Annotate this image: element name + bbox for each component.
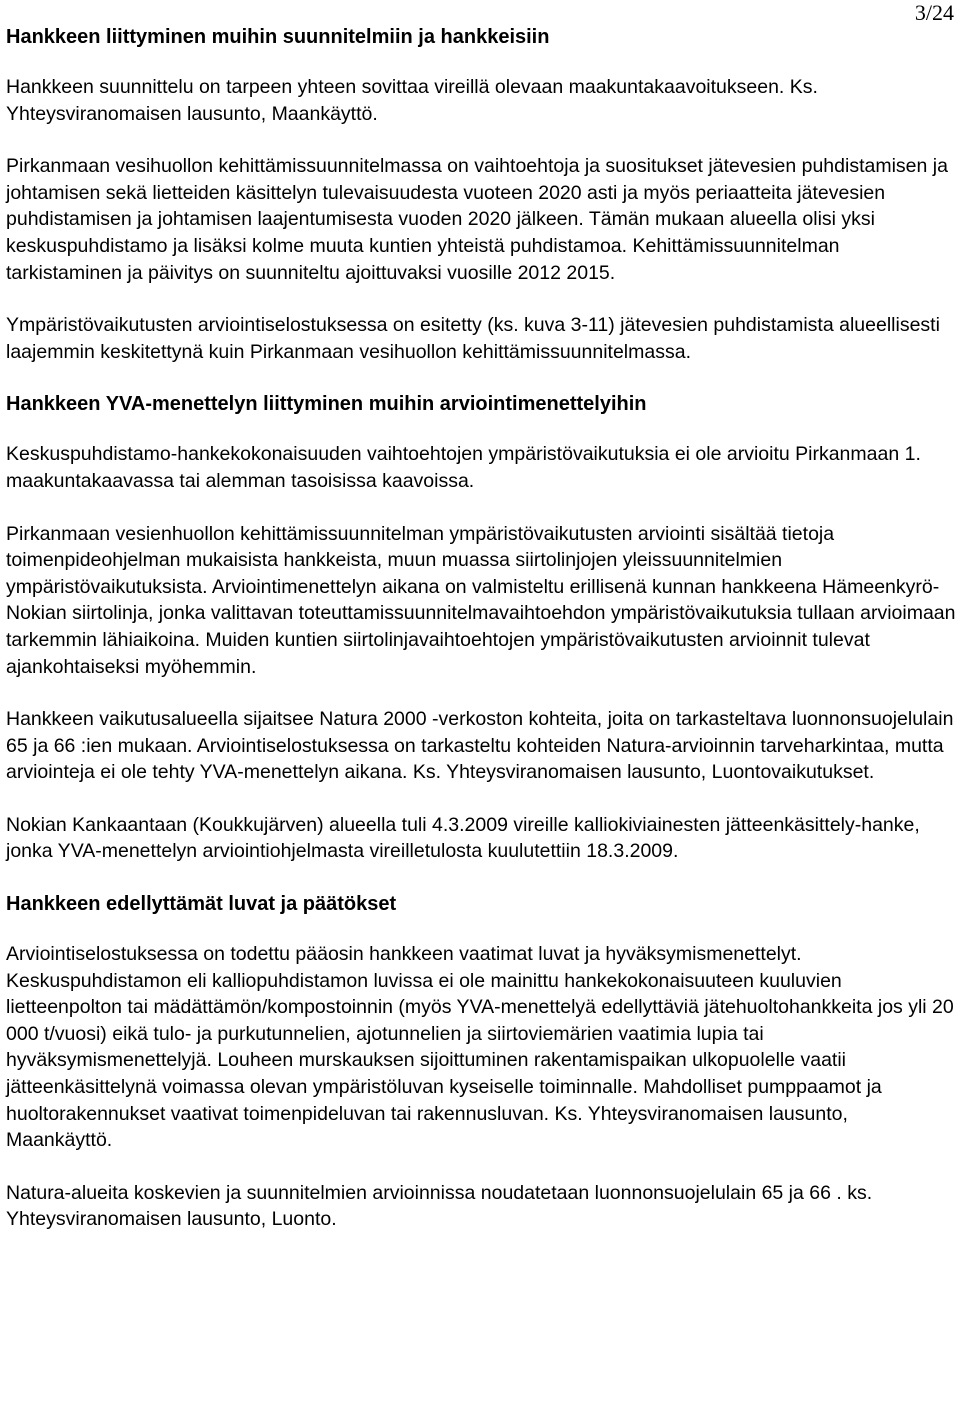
paragraph: Hankkeen suunnittelu on tarpeen yhteen sovittaa vireillä olevaan maakuntakaavoitukseen. Ks. Yhteysviranomaisen lausunto, Maankäyttö. (6, 76, 818, 125)
section-heading: Hankkeen edellyttämät luvat ja päätökset (6, 893, 397, 916)
paragraph: Ympäristövaikutusten arviointiselostuksessa on esitetty (ks. kuva 3-11) jätevesien puhdistamista alueellisesti laajemmin keskitettynä kuin Pirkanmaan vesihuollon kehittämissuunnitelmassa. (6, 314, 940, 363)
section-yva-procedures (6, 391, 956, 865)
paragraph: Pirkanmaan vesihuollon kehittämissuunnitelmassa on vaihtoehtoja ja suositukset jätevesien puhdistamisen ja johtamisen sekä lietteiden käsittelyn tulevaisuudesta vuoteen 2020 asti ja myös periaatteita jätevesien puhdistamisen ja johtamisen laajentumisesta vuoden 2020 jälkeen. Tämän mukaan alueella olisi yksi keskuspuhdistamo ja lisäksi kolme muuta kuntien yhteistä puhdistamoa. Kehittämissuunnitelman tarkistaminen ja päivitys on suunniteltu ajoittuvaksi vuosille 2012 2015. (6, 155, 948, 284)
section-permits (6, 891, 956, 1233)
page-number: 3/24 (914, 0, 954, 25)
document-content (6, 24, 956, 1259)
section-related-plans (6, 24, 956, 365)
paragraph: Nokian Kankaantaan (Koukkujärven) alueella tuli 4.3.2009 vireille kalliokiviainesten jätteenkäsittely-hanke, jonka YVA-menettelyn arviointiohjelmasta vireilletulosta kuulutettiin 18.3.2009. (6, 813, 920, 863)
section-heading: Hankkeen YVA-menettelyn liittyminen muihin arviointimenettelyihin (6, 393, 647, 416)
paragraph: Keskuspuhdistamo-hankekokonaisuuden vaihtoehtojen ympäristövaikutuksia ei ole arvioitu Pirkanmaan 1. maakuntakaavassa tai alemman tasoisissa kaavoissa. (6, 443, 921, 492)
paragraph: Arviointiselostuksessa on todettu pääosin hankkeen vaatimat luvat ja hyväksymismenettelyt. Keskuspuhdistamon eli kalliopuhdistamon luvissa ei ole mainittu hankekokonaisuuteen kuuluvien lietteenpolton tai mädättämön/kompostoinnin (myös YVA-menettelyä edellyttäviä jätehuoltohankkeita jos yli 20 000 t/vuosi) eikä tulo- ja purkutunnelien, ajotunnelien ja siirtoviemärien vaatimia lupia tai hyväksymismenettelyjä. Louheen murskauksen sijoittuminen rakentamispaikan ulkopuolelle vaatii jätteenkäsittelynä voimassa olevan ympäristöluvan kyseiselle toiminnalle. Mahdolliset pumppaamot ja huoltorakennukset vaativat toimenpideluvan tai rakennusluvan. Ks. Yhteysviranomaisen lausunto, Maankäyttö. (6, 943, 954, 1152)
section-heading: Hankkeen liittyminen muihin suunnitelmiin ja hankkeisiin (6, 26, 550, 48)
paragraph: Natura-alueita koskevien ja suunnitelmien arvioinnissa noudatetaan luonnonsuojelulain 65 ja 66 . ks. Yhteysviranomaisen lausunto, Luonto. (6, 1181, 873, 1231)
paragraph: Hankkeen vaikutusalueella sijaitsee Natura 2000 -verkoston kohteita, joita on tarkasteltava luonnonsuojelulain 65 ja 66 :ien mukaan. Arviointiselostuksessa on tarkasteltu kohteiden Natura-arvioinnin tarveharkintaa, mutta arviointeja ei ole tehty YVA-menettelyn aikana. Ks. Yhteysviranomaisen lausunto, Luontovaikutukset. (6, 708, 954, 784)
paragraph: Pirkanmaan vesienhuollon kehittämissuunnitelman ympäristövaikutusten arviointi sisältää tietoja toimenpideohjelman mukaisista hankkeista, muun muassa siirtolinjojen yleissuunnitelmien ympäristövaikutuksista. Arviointimenettelyn aikana on valmisteltu erillisenä kunnan hankkeena Hämeenkyrö-Nokian siirtolinja, jonka valittavan toteuttamissuunnitelmavaihtoehdon ympäristövaikutuksia tullaan arvioimaan tarkemmin lähiaikoina. Muiden kuntien siirtolinjavaihtoehtojen ympäristövaikutusten arvioinnit tulevat ajankohtaiseksi myöhemmin. (6, 522, 956, 678)
